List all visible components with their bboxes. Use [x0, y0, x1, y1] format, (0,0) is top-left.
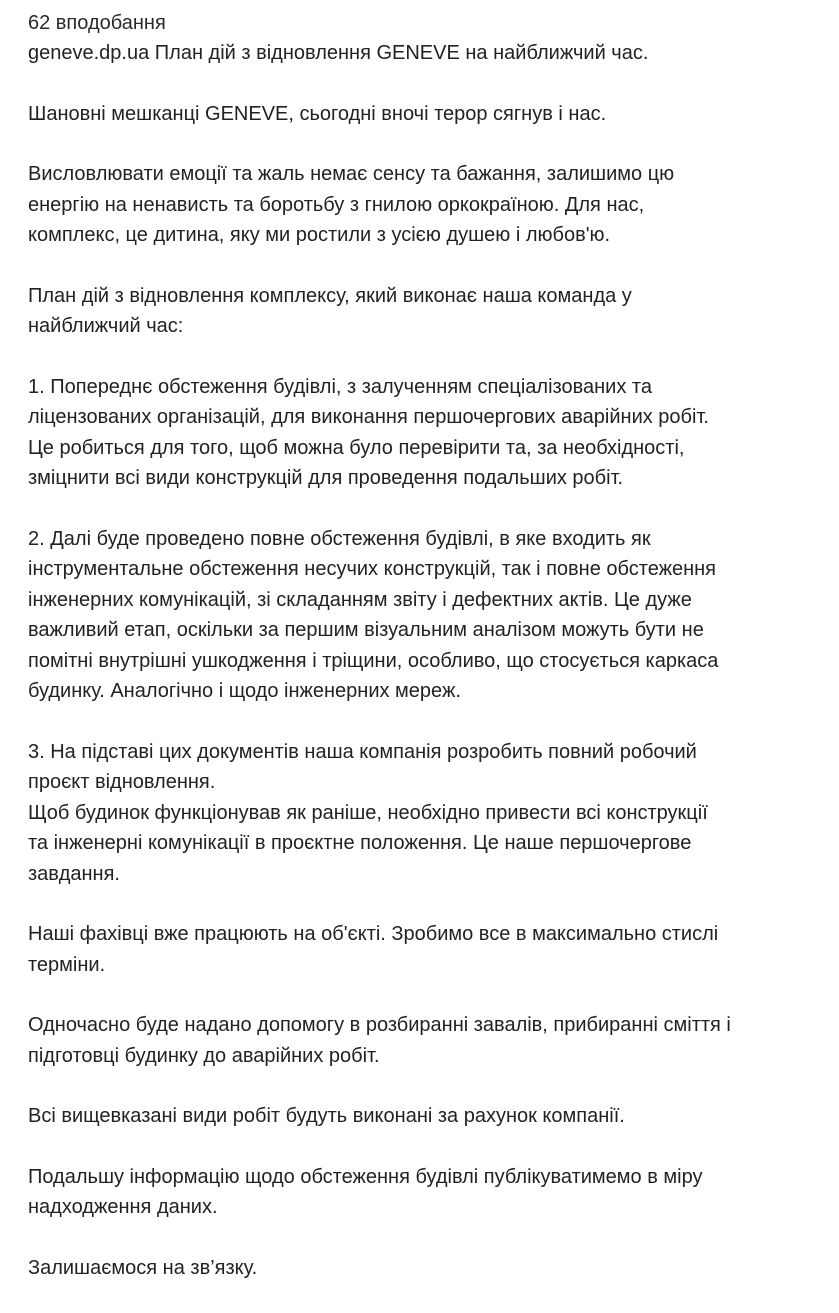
caption-line: План дій з відновлення комплексу, який виконає наша команда у [28, 284, 632, 307]
caption-paragraph-1 [28, 38, 828, 69]
caption-line: 3. На підставі цих документів наша компанія розробить повний робочий [28, 740, 697, 763]
caption-line: інженерних комунікацій, зі складанням звіту і дефектних актів. Це дуже [28, 588, 692, 611]
caption-line: 1. Попереднє обстеження будівлі, з залученням спеціалізованих та [28, 375, 652, 398]
caption-line: ліцензованих організацій, для виконання першочергових аварійних робіт. [28, 406, 709, 428]
caption-line: інструментальне обстеження несучих конструкцій, так і повне обстеження [28, 558, 717, 580]
caption-line: 2. Далі буде проведено повне обстеження будівлі, в яке входить як [28, 527, 651, 550]
caption-paragraph-7 [28, 737, 828, 890]
caption-line: Всі вищевказані види робіт будуть виконані за рахунок компанії. [28, 1105, 625, 1127]
caption-line: Це робиться для того, щоб можна було перевірити та, за необхідності, [28, 436, 685, 459]
caption-line: geneve.dp.ua План дій з відновлення GENEVE на найближчий час. [28, 42, 649, 64]
caption-line: та інженерні комунікації в проєктне положення. Це наше першочергове [28, 832, 692, 854]
caption-line: енергію на ненависть та боротьбу з гнилою оркокраїною. Для нас, [28, 193, 645, 216]
caption-paragraph-8 [28, 919, 828, 980]
caption-line: найближчий час: [28, 315, 184, 337]
caption-paragraph-10 [28, 1101, 828, 1132]
caption-paragraph-11 [28, 1162, 828, 1223]
caption-paragraph-2 [28, 99, 828, 130]
caption-line: Щоб будинок функціонував як раніше, необхідно привести всі конструкції [28, 801, 708, 824]
caption-line: проєкт відновлення. [28, 771, 216, 793]
caption-line: зміцнити всі види конструкцій для проведення подальших робіт. [28, 467, 624, 489]
likes-count[interactable]: 62 вподобання [28, 12, 166, 34]
caption-line: підготовці будинку до аварійних робіт. [28, 1044, 380, 1067]
post-caption [28, 8, 828, 1313]
caption-line: надходження даних. [28, 1196, 218, 1218]
caption-paragraph-3 [28, 159, 828, 251]
caption-line: завдання. [28, 862, 120, 885]
caption-paragraph-5 [28, 372, 828, 494]
caption-line: Подальшу інформацію щодо обстеження будівлі публікуватимемо в міру [28, 1165, 703, 1188]
caption-paragraph-9 [28, 1010, 828, 1071]
caption-line: Шановні мешканці GENEVE, сьогодні вночі терор сягнув і нас. [28, 102, 607, 125]
caption-paragraph-4 [28, 281, 828, 342]
caption-paragraph-6 [28, 524, 828, 707]
caption-line: помітні внутрішні ушкодження і тріщини, особливо, що стосується каркаса [28, 649, 719, 672]
caption-line: Залишаємося на зв’язку. [28, 1256, 258, 1279]
caption-line: терміни. [28, 953, 106, 976]
caption-line: важливий етап, оскільки за першим візуальним аналізом можуть бути не [28, 619, 704, 641]
caption-paragraph-12 [28, 1253, 828, 1284]
caption-line: Наші фахівці вже працюють на об'єкті. Зробимо все в максимально стислі [28, 923, 719, 945]
caption-line: Одночасно буде надано допомогу в розбиранні завалів, прибиранні сміття і [28, 1014, 731, 1036]
caption-line: будинку. Аналогічно і щодо інженерних мереж. [28, 680, 461, 702]
caption-line: Висловлювати емоції та жаль немає сенсу та бажання, залишимо цю [28, 163, 675, 185]
caption-line: комплекс, це дитина, яку ми ростили з усією душею і любов'ю. [28, 224, 611, 246]
